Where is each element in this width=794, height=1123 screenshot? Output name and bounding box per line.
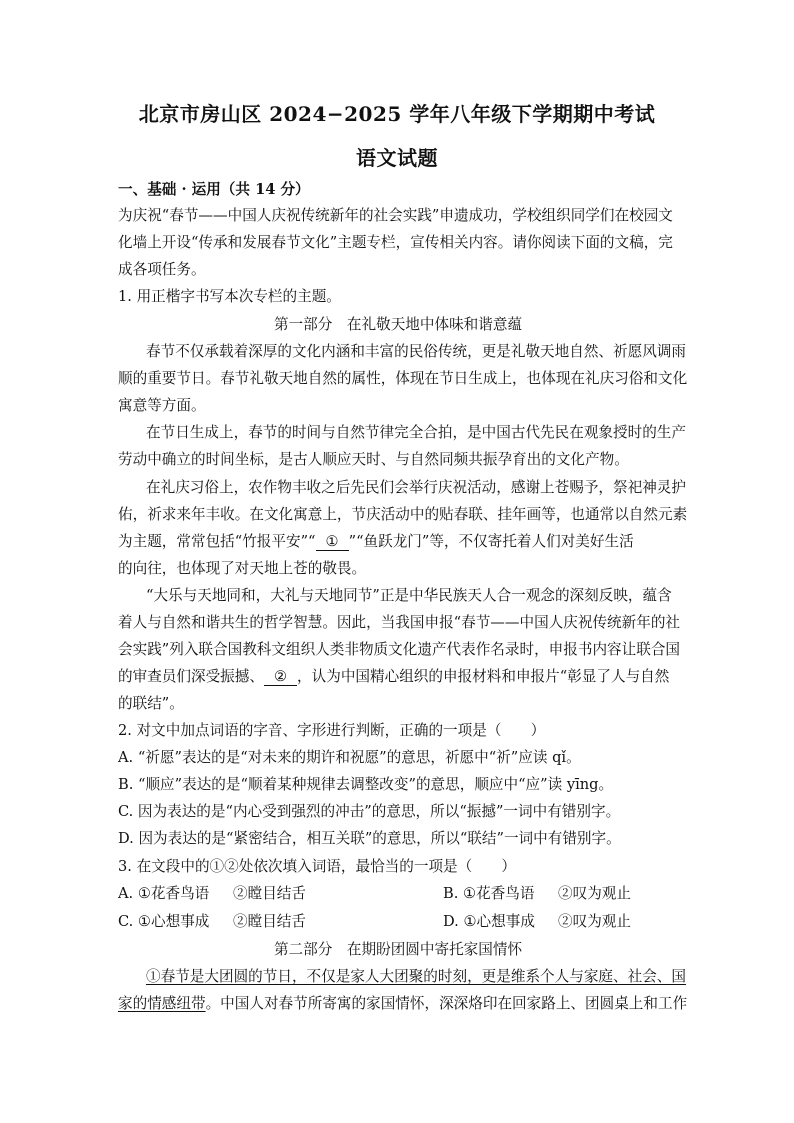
option-second: ②叹为观止 [558,913,631,930]
text-segment: 为主题，常常包括“竹报平安”“ [118,533,316,550]
fill-blank-2[interactable]: ② [264,669,297,686]
paragraph-5-line-1: ①春节是大团圆的节日，不仅是家人大团聚的时刻，更是维系个人与家庭、社会、国 [146,968,686,985]
question-2-stem: 2. 对文中加点词语的字音、字形进行判断，正确的一项是（ ） [118,722,546,739]
underlined-phrase: 家的情感纽带 [118,995,206,1012]
intro-line-2: 化墙上开设“传承和发展春节文化”主题专栏，宣传相关内容。请你阅读下面的文稿，完 [118,234,673,251]
paragraph-4-line-5: 的联结”。 [118,695,184,712]
question-2-option-a[interactable]: A. “祈愿”表达的是“对未来的期许和祝愿”的意思，祈愿中“祈”应读 qǐ。 [118,749,581,766]
section-heading: 一、基础 · 运用（共 14 分） [118,181,310,198]
paragraph-5-line-2 [118,994,688,1014]
intro-line-3: 成各项任务。 [118,261,206,278]
option-second: ②瞠目结舌 [233,913,306,930]
question-3-stem: 3. 在文段中的①②处依次填入词语，最恰当的一项是（ ） [118,858,517,875]
fill-blank-1[interactable]: ① [316,534,349,551]
text-segment: ”“鱼跃龙门”等，不仅寄托着人们对美好生活 [348,533,634,550]
paragraph-3-line-2: 佑，祈求来年丰收。在文化寓意上，节庆活动中的贴春联、挂年画等，也通常以自然元素 [118,506,688,523]
text-segment: 。中国人对春节所寄寓的家国情怀，深深烙印在回家路上、团圆桌上和工作 [205,995,688,1012]
question-1: 1. 用正楷字书写本次专栏的主题。 [118,288,341,305]
part-2-title: 第二部分 在期盼团圆中寄托家国情怀 [273,941,523,958]
option-label: D. ①心想事成 [443,913,535,930]
exam-subtitle: 语文试题 [356,146,438,170]
intro-line-1: 为庆祝“春节——中国人庆祝传统新年的社会实践”申遗成功，学校组织同学们在校园文 [118,207,673,224]
paragraph-4-line-1: “大乐与天地同和，大礼与天地同节”正是中华民族天人合一观念的深刻反映，蕴含 [146,587,672,604]
option-second: ②瞠目结舌 [233,885,306,902]
option-second: ②叹为观止 [558,885,631,902]
paragraph-2-line-1: 在节日生成上，春节的时间与自然节律完全合拍，是中国古代先民在观象授时的生产 [146,424,686,441]
question-2-option-d[interactable]: D. 因为表达的是“紧密结合，相互关联”的意思，所以“联结”一词中有错别字。 [118,830,621,847]
paragraph-2-line-2: 劳动中确立的时间坐标，是古人顺应天时、与自然同频共振孕育出的文化产物。 [118,451,629,468]
paragraph-1-line-1: 春节不仅承载着深厚的文化内涵和丰富的民俗传统，更是礼敬天地自然、祈愿风调雨 [146,343,686,360]
paragraph-4-line-4 [118,667,678,687]
exam-title: 北京市房山区 2024−2025 学年八年级下学期期中考试 [138,102,656,126]
paragraph-1-line-3: 寓意等方面。 [118,397,206,414]
paragraph-3-line-4: 的向往，也体现了对天地上苍的敬畏。 [118,560,367,577]
question-2-option-c[interactable]: C. 因为表达的是“内心受到强烈的冲击”的意思，所以“振撼”一词中有错别字。 [118,803,621,820]
option-label: B. ①花香鸟语 [443,885,535,902]
paragraph-4-line-3: 会实践”列入联合国教科文组织人类非物质文化遗产代表作名录时，申报书内容让联合国 [118,641,681,658]
paragraph-3-line-3 [118,532,678,552]
option-label: C. ①心想事成 [118,913,210,930]
question-2-option-b[interactable]: B. “顺应”表达的是“顺着某种规律去调整改变”的意思，顺应中“应”读 yīng。 [118,776,614,793]
text-segment: 的审查员们深受振撼、 [118,668,264,685]
paragraph-4-line-2: 着人与自然和谐共生的哲学智慧。因此，当我国申报“春节——中国人庆祝传统新年的社 [118,614,681,631]
option-label: A. ①花香鸟语 [118,885,210,902]
part-1-title: 第一部分 在礼敬天地中体味和谐意蕴 [273,316,523,333]
paragraph-3-line-1: 在礼庆习俗上，农作物丰收之后先民们会举行庆祝活动，感谢上苍赐予，祭祀神灵护 [146,479,686,496]
paragraph-1-line-2: 顺的重要节日。春节礼敬天地自然的属性，体现在节日生成上，也体现在礼庆习俗和文化 [118,370,688,387]
text-segment: ，认为中国精心组织的申报材料和申报片“彰显了人与自然 [297,668,670,685]
